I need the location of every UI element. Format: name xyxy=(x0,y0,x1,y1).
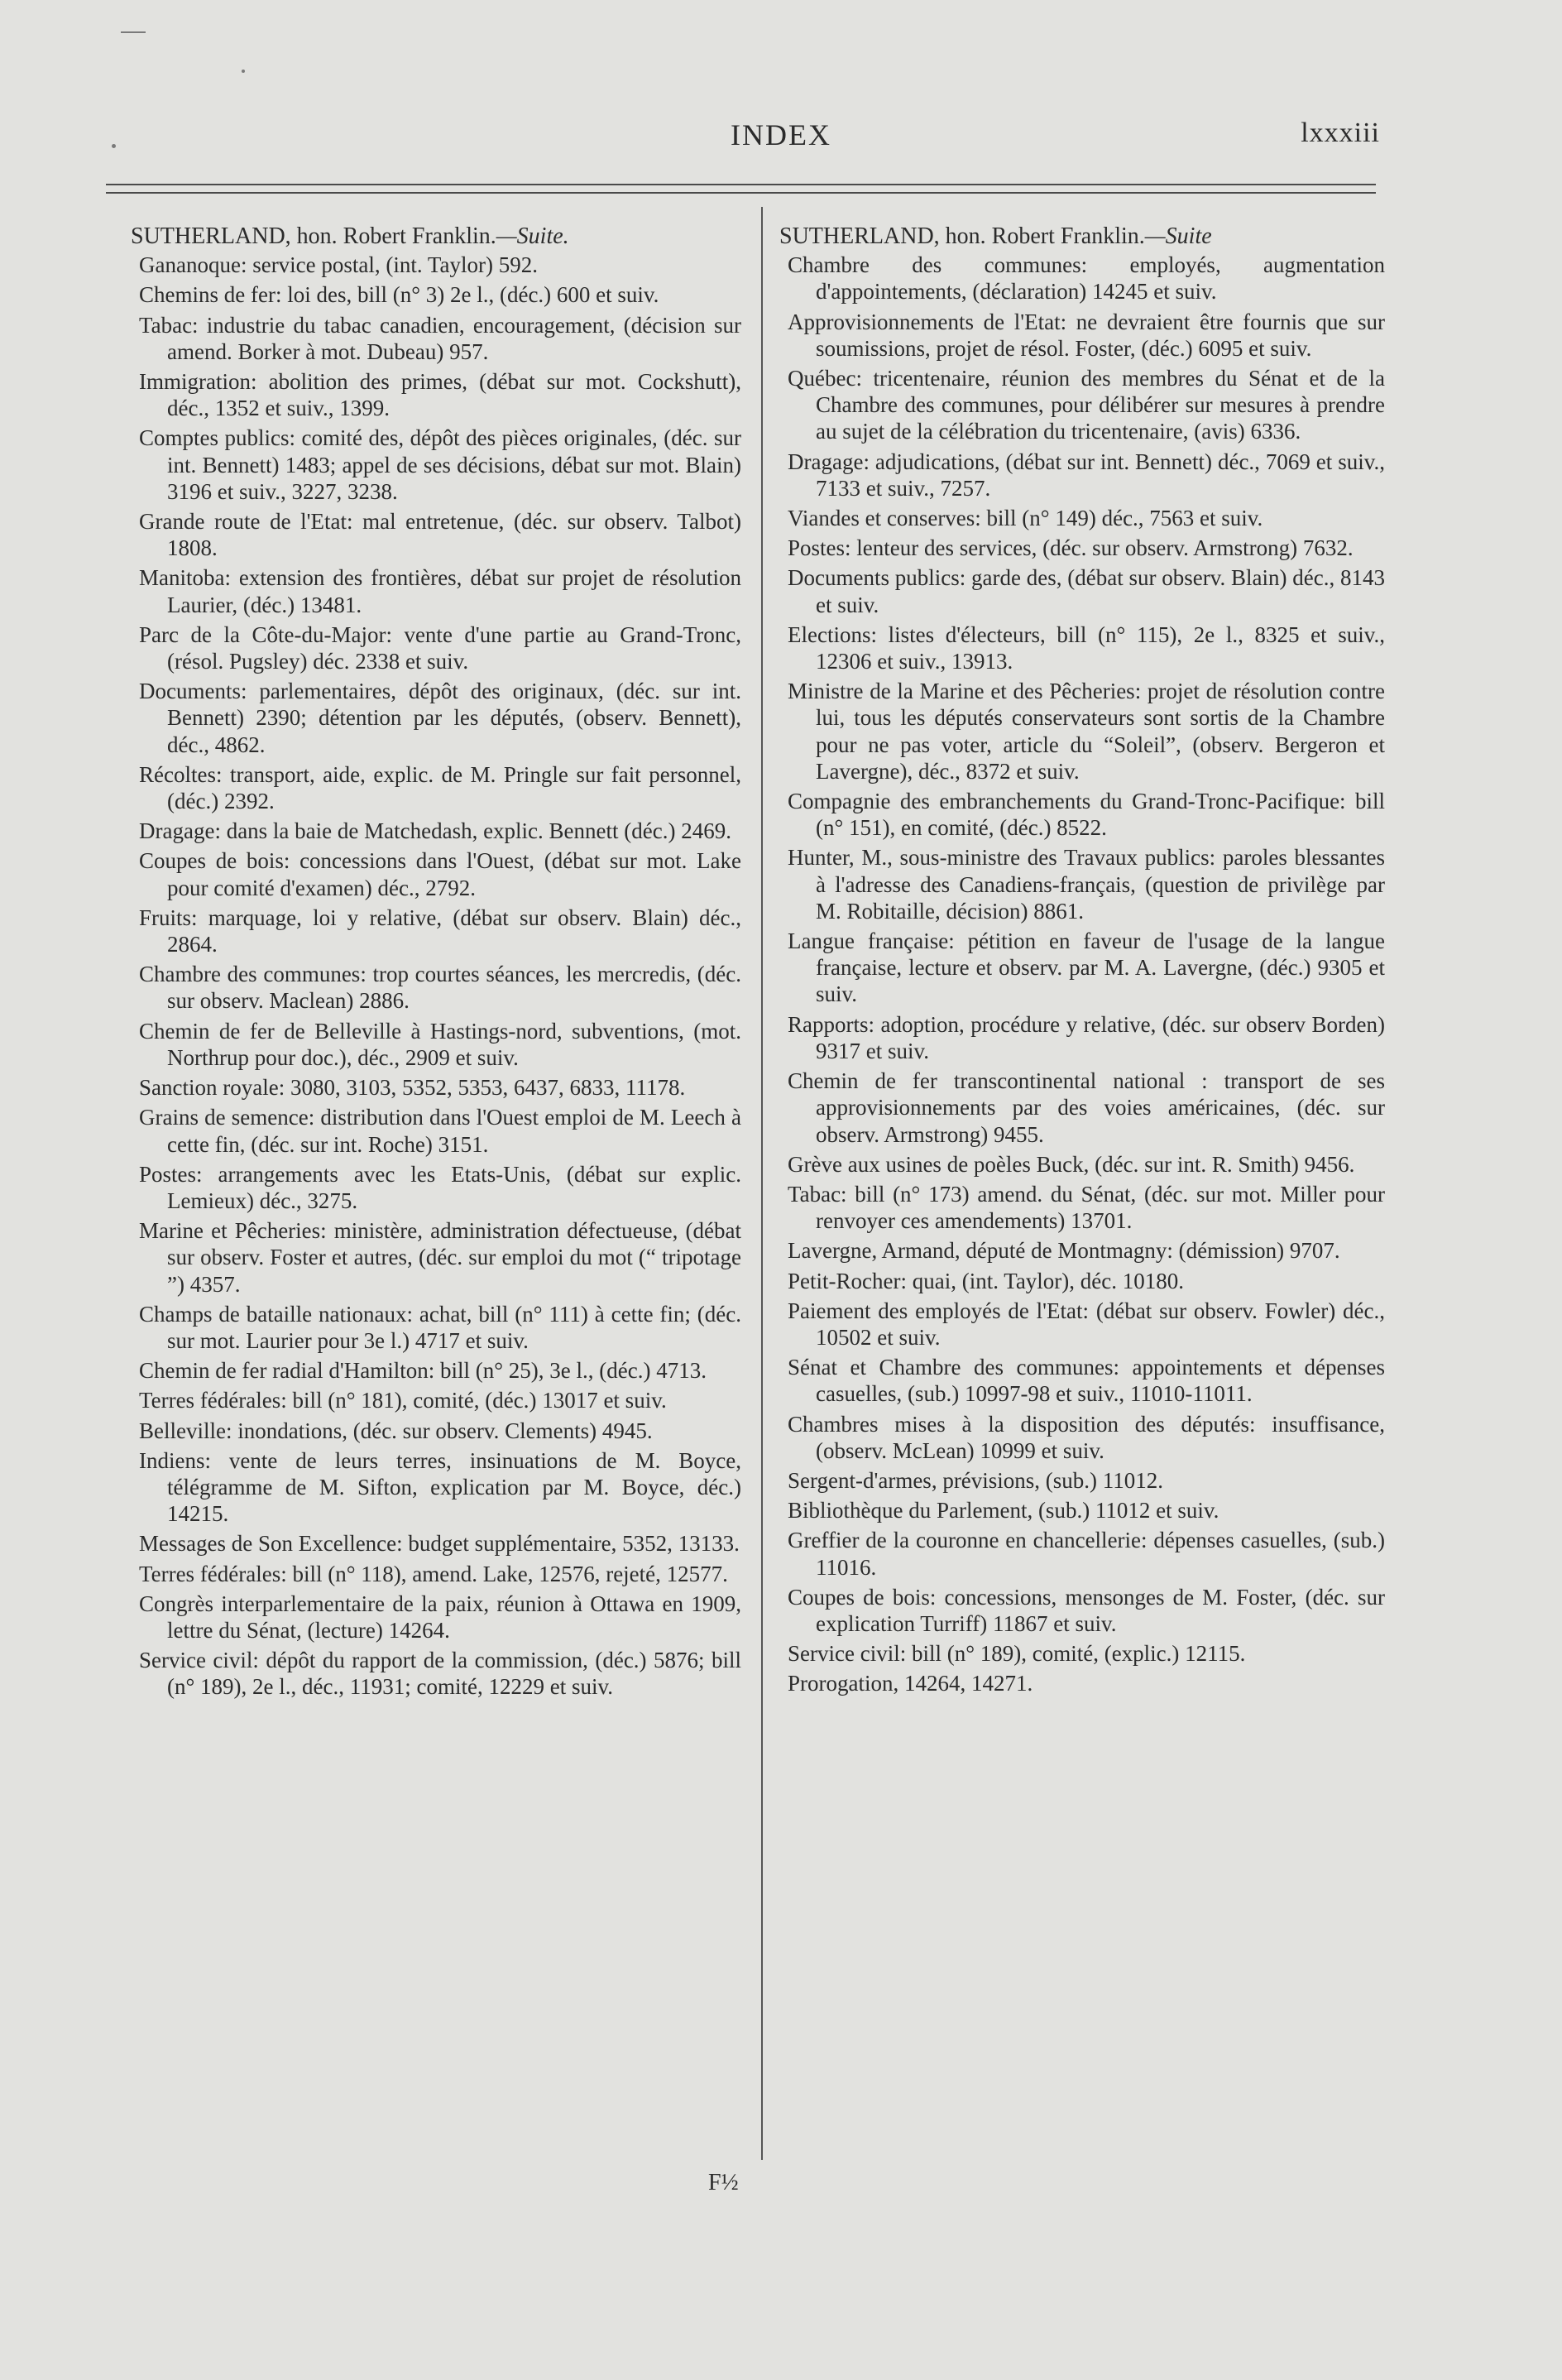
index-entry: Marine et Pêcheries: ministère, administration défectueuse, (débat sur observ. Foster et autres, (déc. sur emploi du mot (“ tripotage ”) 4357. xyxy=(139,1218,741,1297)
index-entry: Service civil: bill (n° 189), comité, (explic.) 12115. xyxy=(788,1641,1246,1667)
index-entry: Paiement des employés de l'Etat: (débat sur observ. Fowler) déc., 10502 et suiv. xyxy=(788,1298,1385,1350)
index-entry: Petit-Rocher: quai, (int. Taylor), déc. 10180. xyxy=(788,1268,1184,1293)
index-entry: Sanction royale: 3080, 3103, 5352, 5353, 6437, 6833, 11178. xyxy=(139,1075,686,1101)
index-entry: Chemin de fer de Belleville à Hastings-nord, subventions, (mot. Northrup pour doc.), déc., 2909 et suiv. xyxy=(139,1018,741,1070)
index-entry: Grains de semence: distribution dans l'Ouest emploi de M. Leech à cette fin, (déc. sur int. Roche) 3151. xyxy=(139,1105,741,1157)
index-entry: Hunter, M., sous-ministre des Travaux publics: paroles blessantes à l'adresse des Canadiens-français, (question de privilège par M. Robitaille, décision) 8861. xyxy=(788,845,1385,924)
signature-mark: F½ xyxy=(708,2170,739,2195)
index-entry: Chambres mises à la disposition des députés: insuffisance, (observ. McLean) 10999 et suiv. xyxy=(788,1411,1385,1463)
index-entry: Chambre des communes: employés, augmentation d'appointements, (déclaration) 14245 et suiv. xyxy=(788,252,1385,305)
index-entry: Chemins de fer: loi des, bill (n° 3) 2e l., (déc.) 600 et suiv. xyxy=(139,282,659,308)
index-entry: Documents: parlementaires, dépôt des originaux, (déc. sur int. Bennett) 2390; détention par les députés, (observ. Bennett), déc., 4862. xyxy=(139,679,741,757)
index-entry: Fruits: marquage, loi y relative, (débat sur observ. Blain) déc., 2864. xyxy=(139,904,741,957)
index-entry: Greffier de la couronne en chancellerie: dépenses casuelles, (sub.) 11016. xyxy=(788,1528,1385,1580)
page-title: INDEX xyxy=(731,118,831,151)
index-entry: Compagnie des embranchements du Grand-Tronc-Pacifique: bill (n° 151), en comité, (déc.) 8522. xyxy=(788,789,1385,841)
heading-suite: —Suite. xyxy=(496,223,569,249)
index-entry: Récoltes: transport, aide, explic. de M. Pringle sur fait personnel, (déc.) 2392. xyxy=(139,761,741,814)
page-speck xyxy=(121,31,146,33)
index-entry: Chemin de fer radial d'Hamilton: bill (n° 25), 3e l., (déc.) 4713. xyxy=(139,1358,707,1384)
index-entry: Gananoque: service postal, (int. Taylor) 592. xyxy=(139,252,538,278)
index-entry: Prorogation, 14264, 14271. xyxy=(788,1671,1033,1696)
index-entry: Québec: tricentenaire, réunion des membres du Sénat et de la Chambre des communes, pour délibérer sur mesures à prendre au sujet de la célébration du tricentenaire, (avis) 6336. xyxy=(788,366,1385,444)
entry-heading xyxy=(131,223,741,250)
index-entry: Tabac: industrie du tabac canadien, encouragement, (décision sur amend. Borker à mot. Dubeau) 957. xyxy=(139,312,741,364)
index-entry: Dragage: dans la baie de Matchedash, explic. Bennett (déc.) 2469. xyxy=(139,818,731,844)
index-entry: Indiens: vente de leurs terres, insinuations de M. Boyce, télégramme de M. Sifton, explication par M. Boyce, déc.) 14215. xyxy=(139,1447,741,1527)
page-number: lxxxiii xyxy=(1301,118,1380,148)
header-rule xyxy=(106,192,1376,194)
index-entry: Dragage: adjudications, (débat sur int. Bennett) déc., 7069 et suiv., 7133 et suiv., 7257. xyxy=(788,449,1385,501)
index-entry: Postes: lenteur des services, (déc. sur observ. Armstrong) 7632. xyxy=(788,535,1354,561)
index-entry: Service civil: dépôt du rapport de la commission, (déc.) 5876; bill (n° 189), 2e l., déc., 11931; comité, 12229 et suiv. xyxy=(139,1648,741,1700)
entry-heading xyxy=(779,223,1385,250)
index-entry: Chemin de fer transcontinental national : transport de ses approvisionnements par des voies américaines, (déc. sur observ. Armstrong) 9455. xyxy=(788,1068,1385,1147)
heading-name: SUTHERLAND, hon. Robert Franklin. xyxy=(779,223,1145,249)
left-column xyxy=(131,223,741,1704)
heading-suite: —Suite xyxy=(1144,223,1212,249)
index-entry: Lavergne, Armand, député de Montmagny: (démission) 9707. xyxy=(788,1238,1340,1264)
index-entry: Langue française: pétition en faveur de l'usage de la langue française, lecture et observ. par M. A. Lavergne, (déc.) 9305 et suiv. xyxy=(788,928,1385,1007)
index-entry: Terres fédérales: bill (n° 181), comité, (déc.) 13017 et suiv. xyxy=(139,1388,667,1413)
right-column xyxy=(779,223,1385,1701)
index-entry: Bibliothèque du Parlement, (sub.) 11012 et suiv. xyxy=(788,1498,1219,1523)
index-entry: Ministre de la Marine et des Pêcheries: projet de résolution contre lui, tous les députés conservateurs sont sortis de la Chambre pour ne pas voter, article du “Soleil”, (observ. Bergeron et Lavergne), déc., 8372 et suiv. xyxy=(788,679,1385,784)
index-entry: Grande route de l'Etat: mal entretenue, (déc. sur observ. Talbot) 1808. xyxy=(139,509,741,561)
index-entry: Sergent-d'armes, prévisions, (sub.) 11012. xyxy=(788,1467,1164,1493)
index-entry: Belleville: inondations, (déc. sur observ. Clements) 4945. xyxy=(139,1418,653,1443)
index-entry: Coupes de bois: concessions dans l'Ouest, (débat sur mot. Lake pour comité d'examen) déc., 2792. xyxy=(139,848,741,900)
heading-name: SUTHERLAND, hon. Robert Franklin. xyxy=(131,223,496,249)
page-speck xyxy=(242,70,245,73)
index-entry: Coupes de bois: concessions, mensonges de M. Foster, (déc. sur explication Turriff) 11867 et suiv. xyxy=(788,1584,1385,1636)
index-entry: Terres fédérales: bill (n° 118), amend. Lake, 12576, rejeté, 12577. xyxy=(139,1561,728,1586)
column-divider xyxy=(761,207,763,2160)
index-entry: Rapports: adoption, procédure y relative, (déc. sur observ Borden) 9317 et suiv. xyxy=(788,1011,1385,1063)
index-entry: Documents publics: garde des, (débat sur observ. Blain) déc., 8143 et suiv. xyxy=(788,565,1385,617)
index-entry: Sénat et Chambre des communes: appointements et dépenses casuelles, (sub.) 10997-98 et suiv., 11010-11011. xyxy=(788,1355,1385,1407)
index-entry: Manitoba: extension des frontières, débat sur projet de résolution Laurier, (déc.) 13481. xyxy=(139,565,741,617)
index-entry: Congrès interparlementaire de la paix, réunion à Ottawa en 1909, lettre du Sénat, (lecture) 14264. xyxy=(139,1591,741,1643)
index-entry: Parc de la Côte-du-Major: vente d'une partie au Grand-Tronc, (résol. Pugsley) déc. 2338 et suiv. xyxy=(139,621,741,674)
index-entry: Viandes et conserves: bill (n° 149) déc., 7563 et suiv. xyxy=(788,506,1263,531)
index-entry: Champs de bataille nationaux: achat, bill (n° 111) à cette fin; (déc. sur mot. Laurier pour 3e l.) 4717 et suiv. xyxy=(139,1301,741,1353)
index-entry: Postes: arrangements avec les Etats-Unis, (débat sur explic. Lemieux) déc., 3275. xyxy=(139,1161,741,1213)
index-entry: Comptes publics: comité des, dépôt des pièces originales, (déc. sur int. Bennett) 1483; appel de ses décisions, débat sur mot. Blain) 3196 et suiv., 3227, 3238. xyxy=(139,425,741,504)
header-rule xyxy=(106,184,1376,185)
index-entry: Approvisionnements de l'Etat: ne devraient être fournis que sur soumissions, projet de résol. Foster, (déc.) 6095 et suiv. xyxy=(788,309,1385,361)
index-entry: Elections: listes d'électeurs, bill (n° 115), 2e l., 8325 et suiv., 12306 et suiv., 13913. xyxy=(788,621,1385,674)
index-entry: Chambre des communes: trop courtes séances, les mercredis, (déc. sur observ. Maclean) 2886. xyxy=(139,962,741,1014)
index-entry: Grève aux usines de poèles Buck, (déc. sur int. R. Smith) 9456. xyxy=(788,1151,1355,1177)
index-entry: Messages de Son Excellence: budget supplémentaire, 5352, 13133. xyxy=(139,1531,740,1557)
index-entry: Tabac: bill (n° 173) amend. du Sénat, (déc. sur mot. Miller pour renvoyer ces amendements) 13701. xyxy=(788,1181,1385,1234)
index-entry: Immigration: abolition des primes, (débat sur mot. Cockshutt), déc., 1352 et suiv., 1399. xyxy=(139,369,741,421)
